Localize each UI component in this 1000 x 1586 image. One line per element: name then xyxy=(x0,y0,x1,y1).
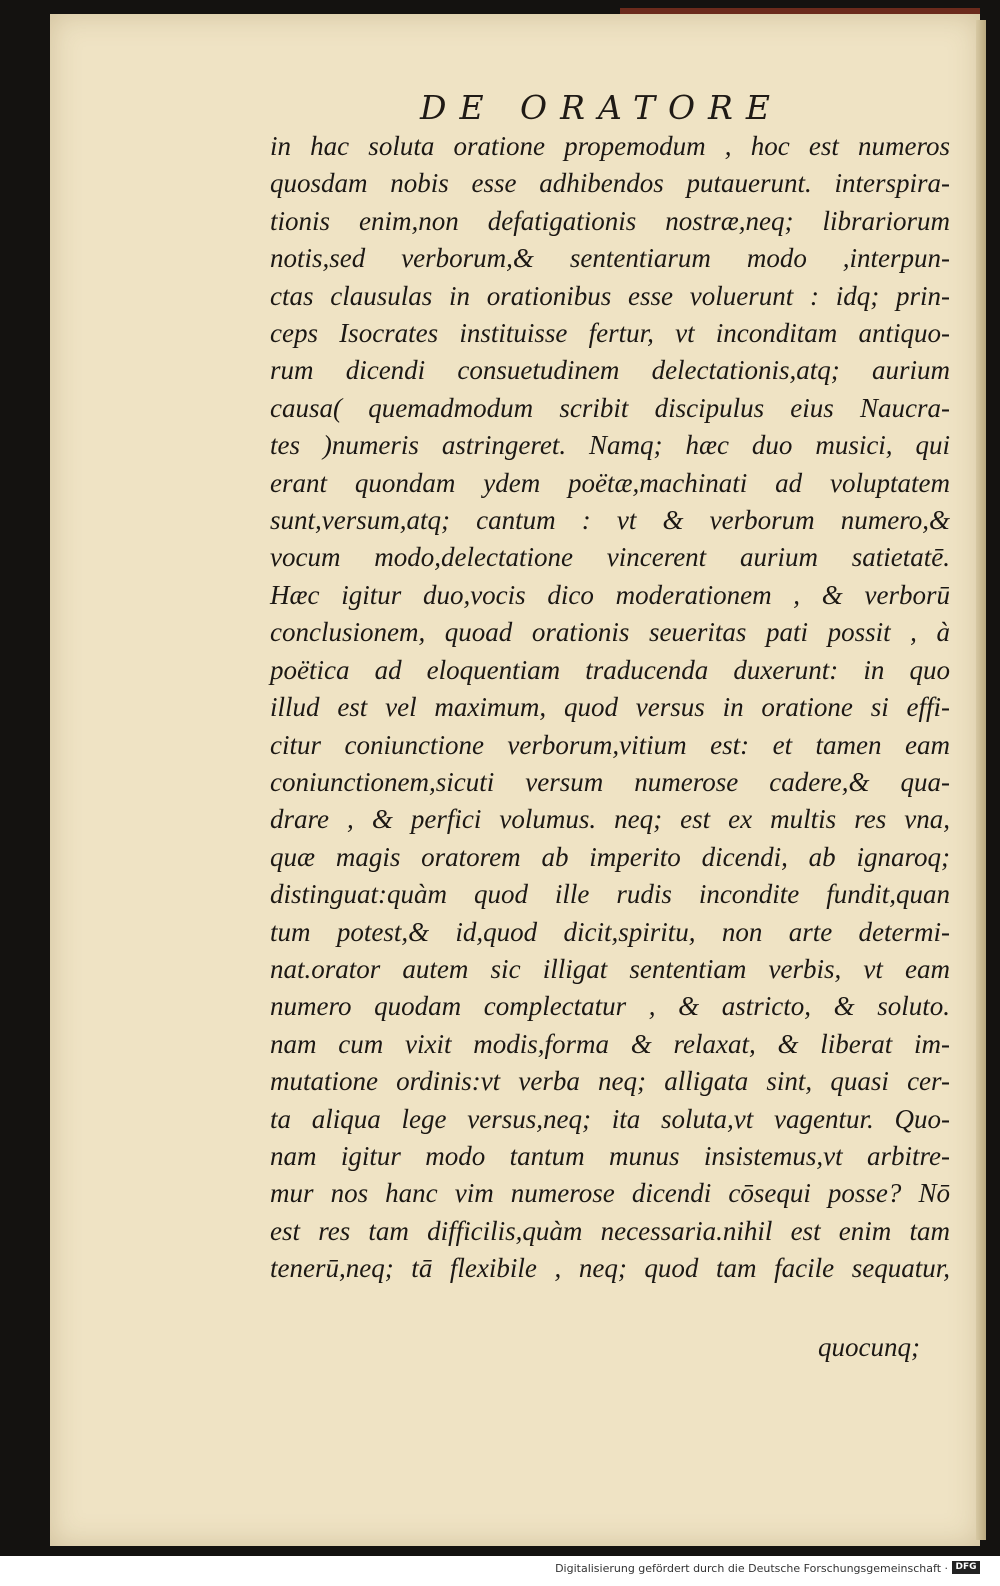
text-line: mur nos hanc vim numerose dicendi cōsequi posse? Nō xyxy=(270,1178,950,1209)
text-line: tionis enim,non defatigationis nostræ,neq; librariorum xyxy=(270,205,950,236)
text-line: illud est vel maximum, quod versus in oratione si effi- xyxy=(270,692,950,723)
text-line: nat.orator autem sic illigat sententiam verbis, vt eam xyxy=(270,953,950,984)
text-line: est res tam difficilis,quàm necessaria.nihil est enim tam xyxy=(270,1215,950,1246)
text-line: tum potest,& id,quod dicit,spiritu, non arte determi- xyxy=(270,916,950,947)
text-line: conclusionem, quoad orationis seueritas pati possit , à xyxy=(270,617,950,648)
page-edge xyxy=(976,20,986,1540)
text-line: nam cum vixit modis,forma & relaxat, & liberat im- xyxy=(270,1028,950,1059)
text-line: erant quondam ydem poëtæ,machinati ad voluptatem xyxy=(270,467,950,498)
text-line: quosdam nobis esse adhibendos putauerunt. interspira- xyxy=(270,168,950,199)
dfg-logo: DFG xyxy=(952,1561,980,1574)
text-line: nam igitur modo tantum munus insistemus,vt arbitre- xyxy=(270,1140,950,1171)
text-line: rum dicendi consuetudinem delectationis,atq; aurium xyxy=(270,355,950,386)
text-line: mutatione ordinis:vt verba neq; alligata sint, quasi cer- xyxy=(270,1066,950,1097)
text-line: causa( quemadmodum scribit discipulus eius Naucra- xyxy=(270,392,950,423)
text-line: distinguat:quàm quod ille rudis incondite fundit,quan xyxy=(270,879,950,910)
text-line: in hac soluta oratione propemodum , hoc est numeros xyxy=(270,131,950,161)
text-line: quæ magis oratorem ab imperito dicendi, ab ignaroq; xyxy=(270,841,950,872)
text-line: tes )numeris astringeret. Namq; hæc duo musici, qui xyxy=(270,430,950,461)
text-line: vocum modo,delectatione vincerent aurium satietatē. xyxy=(270,542,950,573)
text-line: notis,sed verborum,& sententiarum modo ,interpun- xyxy=(270,243,950,274)
text-line: numero quodam complectatur , & astricto, & soluto. xyxy=(270,991,950,1022)
body-text xyxy=(270,128,950,1288)
text-line: drare , & perfici volumus. neq; est ex multis res vna, xyxy=(270,804,950,835)
text-line: tenerū,neq; tā flexibile , neq; quod tam facile sequatur, xyxy=(270,1253,950,1284)
text-line: coniunctionem,sicuti versum numerose cadere,& qua- xyxy=(270,766,950,797)
text-line: sunt,versum,atq; cantum : vt & verborum numero,& xyxy=(270,505,950,536)
text-line: ctas clausulas in orationibus esse voluerunt : idq; prin- xyxy=(270,280,950,311)
footer-credit: Digitalisierung gefördert durch die Deutsche Forschungsgemeinschaft · xyxy=(555,1562,948,1575)
running-head: DE ORATORE xyxy=(420,88,783,127)
text-line: ceps Isocrates instituisse fertur, vt inconditam antiquo- xyxy=(270,318,950,349)
catchword: quocunq; xyxy=(818,1332,920,1362)
text-line: Hæc igitur duo,vocis dico moderationem , & verborū xyxy=(270,579,950,610)
text-line: poëtica ad eloquentiam traducenda duxerunt: in quo xyxy=(270,654,950,685)
text-line: ta aliqua lege versus,neq; ita soluta,vt vagentur. Quo- xyxy=(270,1103,950,1134)
text-line: citur coniunctione verborum,vitium est: et tamen eam xyxy=(270,729,950,760)
